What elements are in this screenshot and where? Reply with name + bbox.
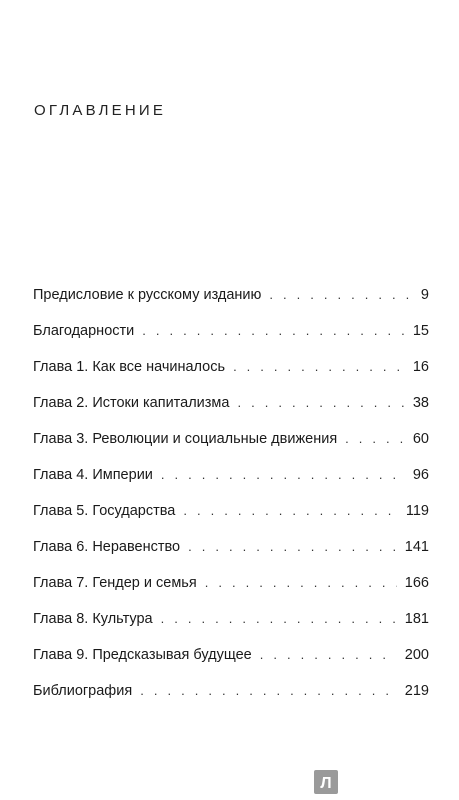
dot-leader: [142, 323, 405, 338]
toc-entry-page: 60: [412, 431, 429, 447]
toc-entry-label: Благодарности: [33, 323, 135, 339]
dot-leader: [205, 575, 397, 590]
dot-leader: [161, 611, 397, 626]
toc-entry-label: Глава 6. Неравенство: [33, 539, 181, 555]
toc-entry-label: Глава 7. Гендер и семья: [33, 575, 197, 591]
dot-leader: [140, 683, 397, 698]
table-of-contents: [33, 287, 429, 719]
toc-entry[interactable]: [33, 395, 429, 431]
toc-entry-page: 219: [404, 683, 429, 699]
toc-entry-page: 181: [404, 611, 429, 627]
toc-entry[interactable]: [33, 539, 429, 575]
toc-entry[interactable]: [33, 575, 429, 611]
dot-leader: [260, 647, 397, 662]
toc-entry-page: 96: [412, 467, 429, 483]
toc-entry[interactable]: [33, 467, 429, 503]
toc-entry-page: 9: [420, 287, 429, 303]
toc-entry[interactable]: [33, 287, 429, 323]
toc-entry[interactable]: [33, 323, 429, 359]
toc-entry-page: 119: [405, 503, 429, 519]
dot-leader: [269, 287, 411, 302]
toc-entry-label: Предисловие к русскому изданию: [33, 287, 262, 303]
toc-entry-label: Глава 8. Культура: [33, 611, 153, 627]
toc-entry-label: Глава 9. Предсказывая будущее: [33, 647, 252, 663]
dot-leader: [188, 539, 397, 554]
dot-leader: [233, 359, 405, 374]
toc-entry[interactable]: [33, 359, 429, 395]
toc-entry-label: Глава 4. Империи: [33, 467, 153, 483]
dot-leader: [237, 395, 404, 410]
toc-entry[interactable]: [33, 503, 429, 539]
dot-leader: [161, 467, 405, 482]
toc-entry-page: 166: [404, 575, 429, 591]
toc-entry-page: 15: [412, 323, 429, 339]
page-title: ОГЛАВЛЕНИЕ: [34, 102, 167, 119]
publisher-logo-icon: [314, 770, 338, 794]
toc-entry[interactable]: [33, 611, 429, 647]
toc-entry-page: 16: [412, 359, 429, 375]
toc-entry[interactable]: [33, 647, 429, 683]
dot-leader: [345, 431, 405, 446]
toc-entry-label: Глава 5. Государства: [33, 503, 176, 519]
toc-entry-page: 200: [404, 647, 429, 663]
toc-entry-label: Глава 3. Революции и социальные движения: [33, 431, 338, 447]
toc-entry[interactable]: [33, 431, 429, 467]
toc-entry[interactable]: [33, 683, 429, 719]
toc-entry-label: Глава 2. Истоки капитализма: [33, 395, 230, 411]
toc-entry-page: 141: [404, 539, 429, 555]
logo-letter: Л: [320, 775, 332, 792]
toc-entry-label: Глава 1. Как все начиналось: [33, 359, 226, 375]
toc-entry-label: Библиография: [33, 683, 133, 699]
toc-entry-page: 38: [412, 395, 429, 411]
dot-leader: [183, 503, 398, 518]
